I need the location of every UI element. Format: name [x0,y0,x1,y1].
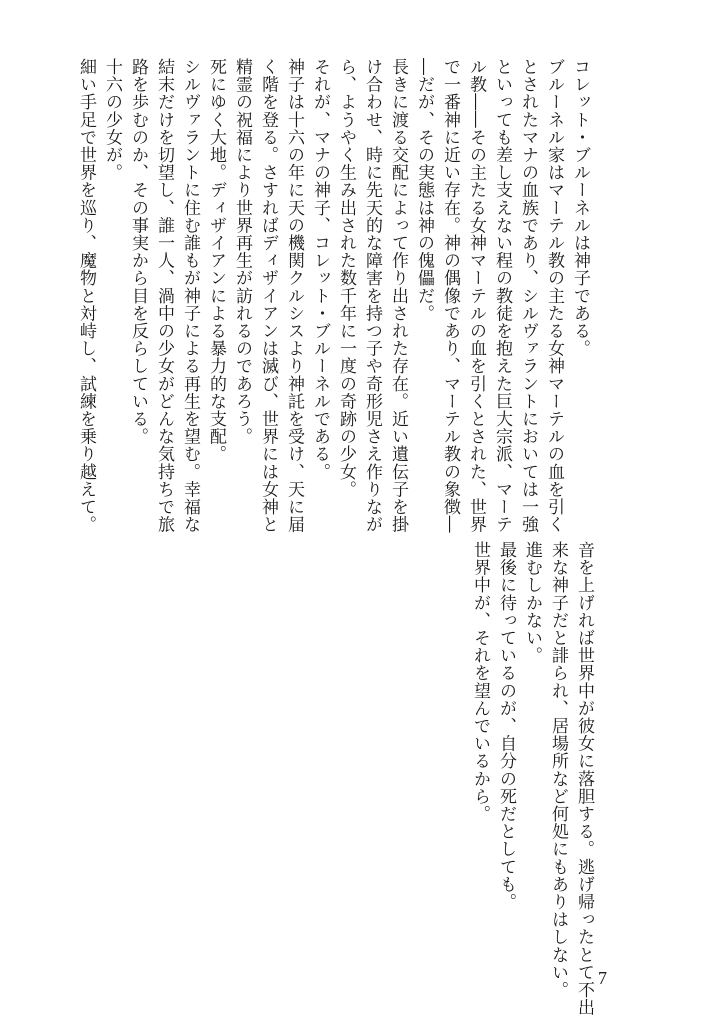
paragraph: 十六の少女が。 [102,58,122,182]
lower-text-block [467,541,597,1016]
paragraph: コレット・ブルーネルは神子である。 [570,58,590,358]
paragraph: 進むしかない。 [522,541,542,665]
paragraph: 死にゆく大地。ディザイアンによる暴力的な支配。 [206,58,226,463]
paragraph: 音を上げれば世界中が彼女に落胆する。逃げ帰ったとて不出 来な神子だと誹られ、居場所など何処にもありはしない。 [548,541,594,1017]
paragraph: 長きに渡る交配によって作り出された存在。近い遺伝子を掛 け合わせ、時に先天的な障害を持つ子や奇形児さえ作りなが ら、ようやく生み出された数千年に一度の奇跡の少女。 [336,58,408,534]
paragraph: ブルーネル家はマーテル教の主たる女神マーテルの血を引く とされたマナの血族であり、シルヴァラントにおいては一強 といっても差し支えない程の教徒を抱えた巨大宗派、マーテ ル教――その主たる女神マーテルの血を引くとされた、世界 で一番神に近い存在。神の偶像であり、マーテル教の象徴― ―だが、その実態は神の傀儡だ。 [414,58,564,534]
paragraph: それが、マナの神子、コレット・ブルーネルである。 [310,58,330,481]
page-number: 7 [598,968,607,988]
paragraph: 神子は十六の年に天の機関クルシスより神託を受け、天に届 く階を登る。さすればディザイアンは滅び、世界には女神と 精霊の祝福により世界再生が訪れるのであろう。 [232,58,304,534]
paragraph: 細い手足で世界を巡り、魔物と対峙し、試練を乗り越えて。 [76,58,96,534]
upper-text-block [73,58,593,533]
paragraph: シルヴァラントに住む誰もが神子による再生を望む。幸福な 結末だけを切望し、誰一人、渦中の少女がどんな気持ちで旅 路を歩むのか、その事実から目を反らしている。 [128,58,200,534]
paragraph: 世界中が、それを望んでいるから。 [470,541,490,823]
paragraph: 最後に待っているのが、自分の死だとしても。 [496,541,516,911]
